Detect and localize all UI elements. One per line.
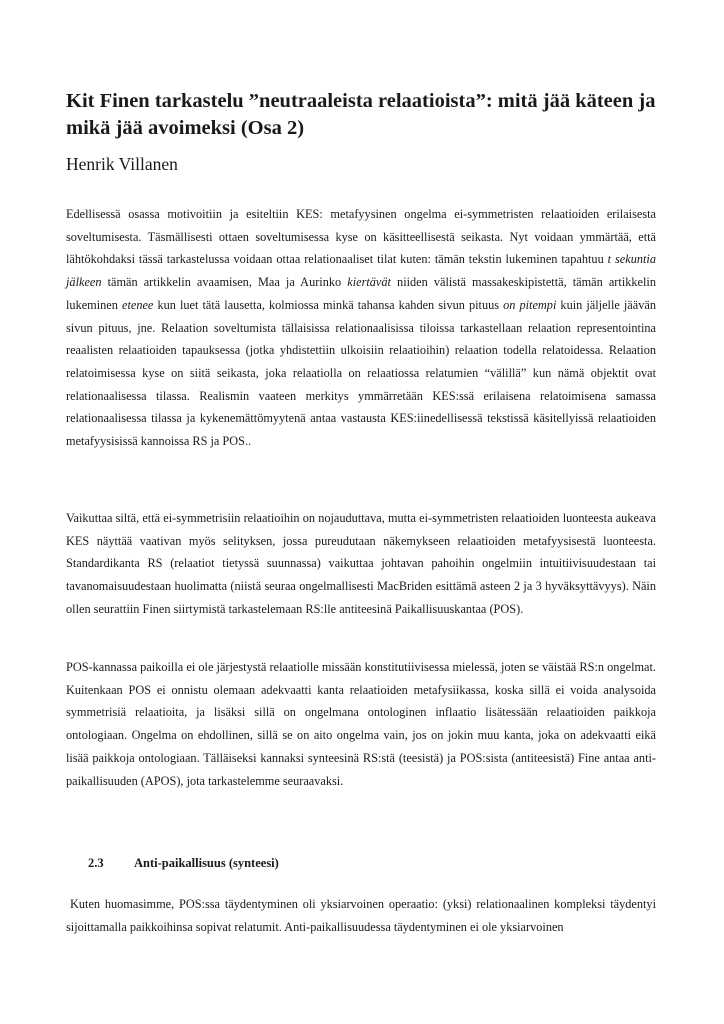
author-name: Henrik Villanen <box>66 154 178 174</box>
paragraph-1 <box>66 203 656 453</box>
article-title: Kit Finen tarkastelu ”neutraaleista relaatioista”: mitä jää käteen ja mikä jää avoimeksi (Osa 2) <box>66 90 656 139</box>
paragraph-1-italic-2: kiertävät <box>347 275 391 290</box>
paragraph-4: Kuten huomasimme, POS:ssa täydentyminen oli yksiarvoinen operaatio: (yksi) relationaalinen kompleksi täydentyi sijoittamalla paikkoihinsa sopivat relatumit. Anti-paikallisuudessa täydentyminen ei ole yksiarvoinen <box>66 897 656 934</box>
paragraph-3: POS-kannassa paikoilla ei ole järjestystä relaatiolle missään konstitutiivisessa mielessä, joten se väistää RS:n ongelmat. Kuitenkaan POS ei onnistu olemaan adekvaatti kanta relaatioiden metafysiikassa, koska sillä ei voida analysoida symmetrisiä relaatioita, ja lisäksi sillä on ongelmana ontologinen inflaatio lisätessään relaatioiden paikkoja ontologiaan. Ongelma on ehdollinen, sillä se on aito ongelma vain, jos on jokin muu kanta, joka on adekvaatti eikä lisää paikkoja ontologiaan. Tälläiseksi kannaksi synteesinä RS:stä (teesistä) ja POS:sista (antiteesistä) Fine antaa anti-paikallisuuden (APOS), jota tarkastelemme seuraavaksi. <box>66 660 656 788</box>
paragraph-1-italic-3: etenee <box>121 297 154 312</box>
paragraph-2: Vaikuttaa siltä, että ei-symmetrisiin relaatioihin on nojauduttava, mutta ei-symmetristen relaatioiden luonteesta aukeava KES näyttää vaativan myös selityksen, jossa pureudutaan näkemykseen relaatioiden metafyysisestä luonteesta. Standardikanta RS (relaatiot tietyssä suunnassa) vaikuttaa johtavan pahoihin ongelmiin intuitiivisuudestaan tai tavanomaisuudestaan huolimatta (niistä seuraa ongelmallisesti MacBriden esittämä asteen 2 ja 3 hyväksyttävyys). Näin ollen seurattiin Finen siirtymistä tarkastelemaan RS:lle antiteesinä Paikallisuuskantaa (POS). <box>66 511 656 616</box>
paragraph-1-italic-4: on pitempi <box>503 297 557 312</box>
paragraph-1-text-d: kun luet tätä lausetta, kolmiossa minkä tahansa kahden sivun pituus <box>153 297 504 312</box>
paragraph-1-text-c: niiden välistä massakeskipistettä, tämän artikkelin lukeminen <box>66 275 656 312</box>
paragraph-1-text-a: Edellisessä osassa motivoitiin ja esiteltiin KES: metafyysinen ongelma ei-symmetristen relaatioiden erilaisesta soveltumisesta. Täsmällisesti ottaen soveltumisessa kyse on käsitteellisestä seikasta. Nyt voidaan ymmärtää, että lähtökohdaksi tässä tarkastelussa voidaan ottaa relationaaliset tilat kuten: tämän tekstin lukeminen tapahtuu <box>66 207 656 267</box>
section-title: Anti-paikallisuus (synteesi) <box>134 856 279 870</box>
paragraph-1-italic-1: t sekuntia jälkeen <box>66 252 656 290</box>
paragraph-1-text-b: tämän artikkelin avaamisen, Maa ja Aurinko <box>101 275 348 290</box>
section-heading <box>88 856 279 871</box>
section-number: 2.3 <box>88 856 104 870</box>
paragraph-1-text-e: kuin jäljelle jäävän sivun pituus, jne. Relaation soveltumista tällaisissa relationaalisissa tiloissa tarkastellaan relaation representointina reaalisten relaatioiden tapauksessa (jotka yhdistettiin ulkoisiin relaatioihin) relaation todella relatoidessa. Relaation relatoimisessa kyse on siitä seikasta, joka relaatiolla on relaatiossa relatumien “välillä” kun nämä objektit ovat relationaalisessa tilassa. Realismin vaateen merkitys ymmärretään KES:ssä erilaisena relatoimisena samassa relationaalisessa tilassa ja kykenemättömyytenä antaa vastausta KES:iinedellisessä tekstissä käsitellyissä relaatioiden metafyysisissä kannoissa RS ja POS.. <box>66 297 656 449</box>
